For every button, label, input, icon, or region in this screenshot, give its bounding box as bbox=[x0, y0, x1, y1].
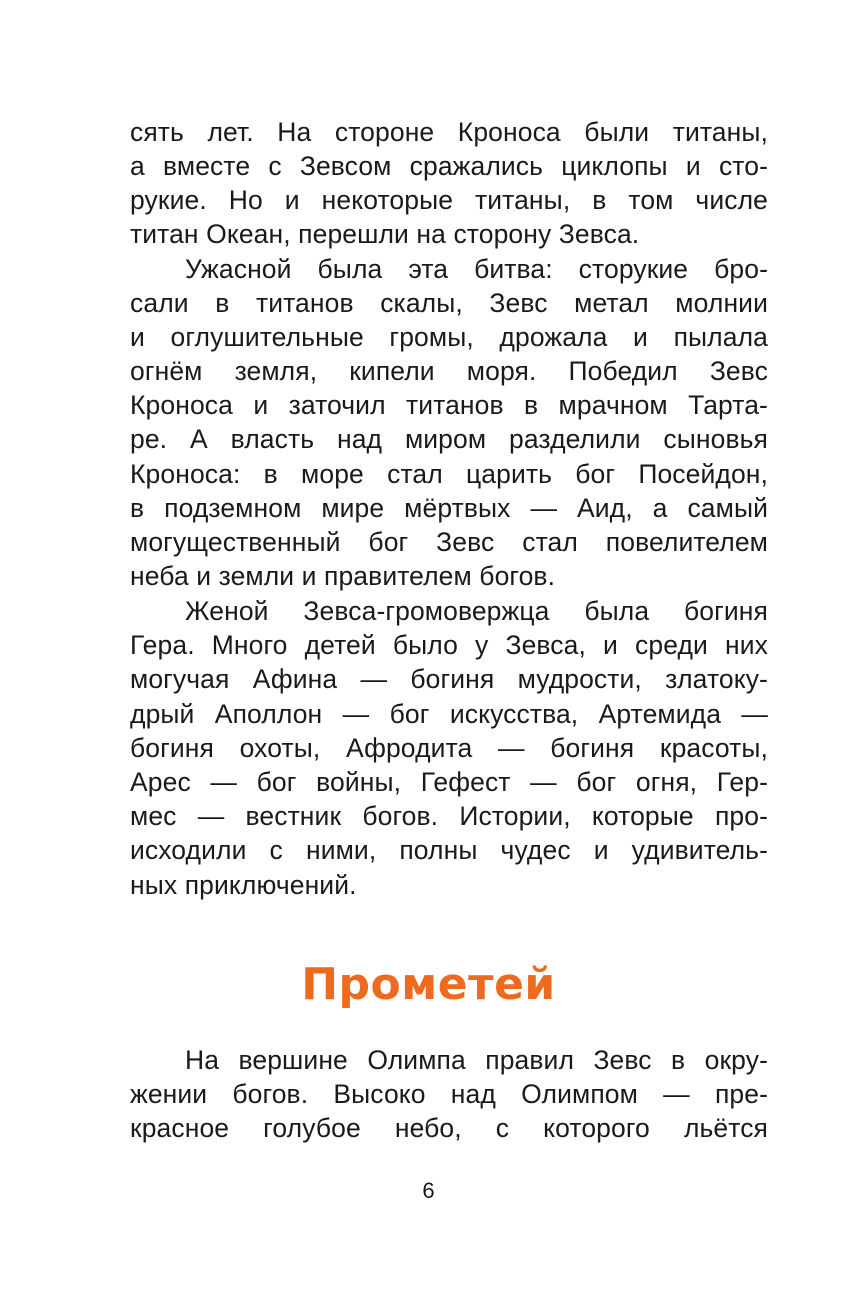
text-line: могучая Афина — богиня мудрости, златоку- bbox=[130, 664, 768, 694]
text-line: На вершине Олимпа правил Зевс в окру- bbox=[185, 1045, 768, 1075]
text-line: Ужасной была эта битва: сторукие бро- bbox=[185, 254, 768, 284]
text-line: дрый Аполлон — бог искусства, Артемида — bbox=[130, 699, 768, 729]
text-line: в подземном мире мёртвых — Аид, а самый bbox=[130, 493, 768, 523]
text-line: ных приключений. bbox=[130, 870, 357, 900]
text-line: богиня охоты, Афродита — богиня красоты, bbox=[130, 733, 768, 763]
text-line: Арес — бог войны, Гефест — бог огня, Гер- bbox=[130, 767, 768, 797]
section-heading: Прометей bbox=[301, 959, 556, 1010]
text-line: рукие. Но и некоторые титаны, в том числе bbox=[130, 185, 768, 215]
text-line: сять лет. На стороне Кроноса были титаны, bbox=[130, 117, 768, 147]
text-line: неба и земли и правителем богов. bbox=[130, 561, 556, 591]
text-line: исходили с ними, полны чудес и удивитель- bbox=[130, 835, 768, 865]
text-line: жении богов. Высоко над Олимпом — пре- bbox=[130, 1079, 768, 1109]
text-line: а вместе с Зевсом сражались циклопы и сто- bbox=[130, 151, 768, 181]
text-line: Кроноса: в море стал царить бог Посейдон, bbox=[130, 459, 768, 489]
text-line: титан Океан, перешли на сторону Зевса. bbox=[130, 219, 640, 249]
text-line: ре. А власть над миром разделили сыновья bbox=[130, 424, 768, 454]
text-line: Кроноса и заточил титанов в мрачном Тарта- bbox=[130, 390, 768, 420]
text-line: Женой Зевса-громовержца была богиня bbox=[185, 596, 768, 626]
page-number: 6 bbox=[422, 1178, 435, 1203]
text-line: красное голубое небо, с которого льётся bbox=[130, 1113, 768, 1143]
text-line: мес — вестник богов. Истории, которые про- bbox=[130, 801, 768, 831]
text-line: огнём земля, кипели моря. Победил Зевс bbox=[130, 356, 768, 386]
text-line: могущественный бог Зевс стал повелителем bbox=[130, 527, 768, 557]
text-line: Гера. Много детей было у Зевса, и среди них bbox=[130, 630, 768, 660]
text-line: сали в титанов скалы, Зевс метал молнии bbox=[130, 288, 768, 318]
text-line: и оглушительные громы, дрожала и пылала bbox=[130, 322, 768, 352]
